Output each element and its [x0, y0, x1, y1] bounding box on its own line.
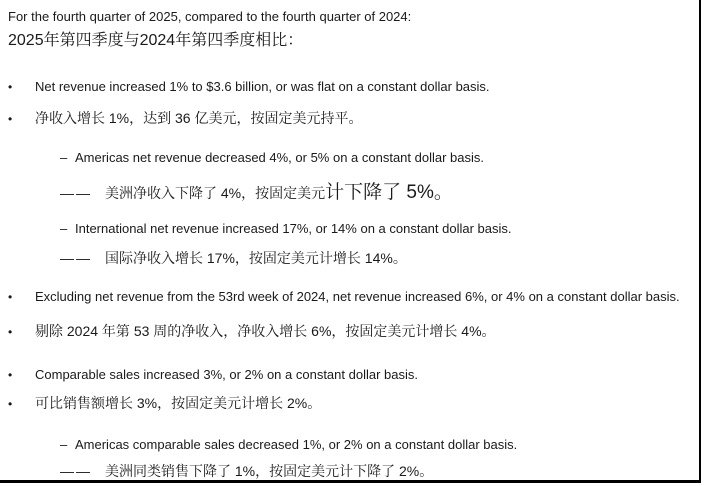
header-line-zh: [8, 27, 303, 50]
dash-icon: –: [60, 150, 68, 165]
sub-bullet-text-normal: 美洲净收入下降了 4%，按固定美元: [105, 185, 326, 201]
bullet-text: Comparable sales increased 3%, or 2% on a constant dollar basis.: [35, 367, 418, 382]
sub-bullet-text: 美洲同类销售下降了 1%，按固定美元计下降了 2%。: [105, 463, 434, 479]
bullet-text: 净收入增长 1%，达到 36 亿美元，按固定美元持平。: [35, 110, 363, 126]
bullet-text: Excluding net revenue from the 53rd week of 2024, net revenue increased 6%, or 4% on a constant dollar basis.: [35, 289, 680, 304]
bullet-text: 可比销售额增长 3%，按固定美元计增长 2%。: [35, 395, 322, 411]
sub-bullet-americas-net-revenue-zh: [60, 177, 453, 204]
bullet-icon: •: [8, 290, 13, 304]
sub-bullet-text: International net revenue increased 17%, or 14% on a constant dollar basis.: [75, 221, 512, 236]
bullet-icon: •: [8, 397, 13, 411]
sub-bullet-international-net-revenue-en: [60, 221, 512, 236]
bullet-excluding-53rd-week-en: [8, 289, 680, 304]
page-border-bottom: [0, 480, 701, 483]
page-border-right: [699, 0, 701, 483]
dash-icon: –: [60, 221, 68, 236]
header-line-en: [8, 9, 411, 24]
dash-icon: –: [60, 437, 68, 452]
double-dash-icon: ——: [60, 463, 92, 479]
bullet-icon: •: [8, 368, 13, 382]
header-text-en: For the fourth quarter of 2025, compared to the fourth quarter of 2024:: [8, 9, 412, 24]
bullet-text: 剔除 2024 年第 53 周的净收入，净收入增长 6%，按固定美元计增长 4%。: [35, 323, 496, 339]
bullet-excluding-53rd-week-zh: [8, 321, 496, 341]
sub-bullet-americas-comparable-sales-zh: [60, 461, 433, 481]
sub-bullet-text: [105, 177, 453, 204]
bullet-net-revenue-zh: [8, 108, 362, 128]
sub-bullet-text: Americas comparable sales decreased 1%, or 2% on a constant dollar basis.: [75, 437, 518, 452]
double-dash-icon: ——: [60, 250, 92, 266]
bullet-comparable-sales-zh: [8, 393, 321, 413]
sub-bullet-text: 国际净收入增长 17%，按固定美元计增长 14%。: [105, 250, 407, 266]
bullet-net-revenue-en: [8, 79, 490, 94]
bullet-icon: •: [8, 325, 13, 339]
sub-bullet-americas-net-revenue-en: [60, 150, 484, 165]
bullet-icon: •: [8, 112, 13, 126]
bullet-icon: •: [8, 80, 13, 94]
sub-bullet-international-net-revenue-zh: [60, 248, 407, 268]
sub-bullet-text-large: 计下降了 5%。: [325, 182, 453, 203]
bullet-text: Net revenue increased 1% to $3.6 billion, or was flat on a constant dollar basis.: [35, 79, 490, 94]
sub-bullet-text: Americas net revenue decreased 4%, or 5% on a constant dollar basis.: [75, 150, 485, 165]
bullet-comparable-sales-en: [8, 367, 418, 382]
double-dash-icon: ——: [60, 185, 92, 201]
sub-bullet-americas-comparable-sales-en: [60, 437, 517, 452]
header-text-zh: 2025年第四季度与2024年第四季度相比：: [8, 32, 304, 49]
